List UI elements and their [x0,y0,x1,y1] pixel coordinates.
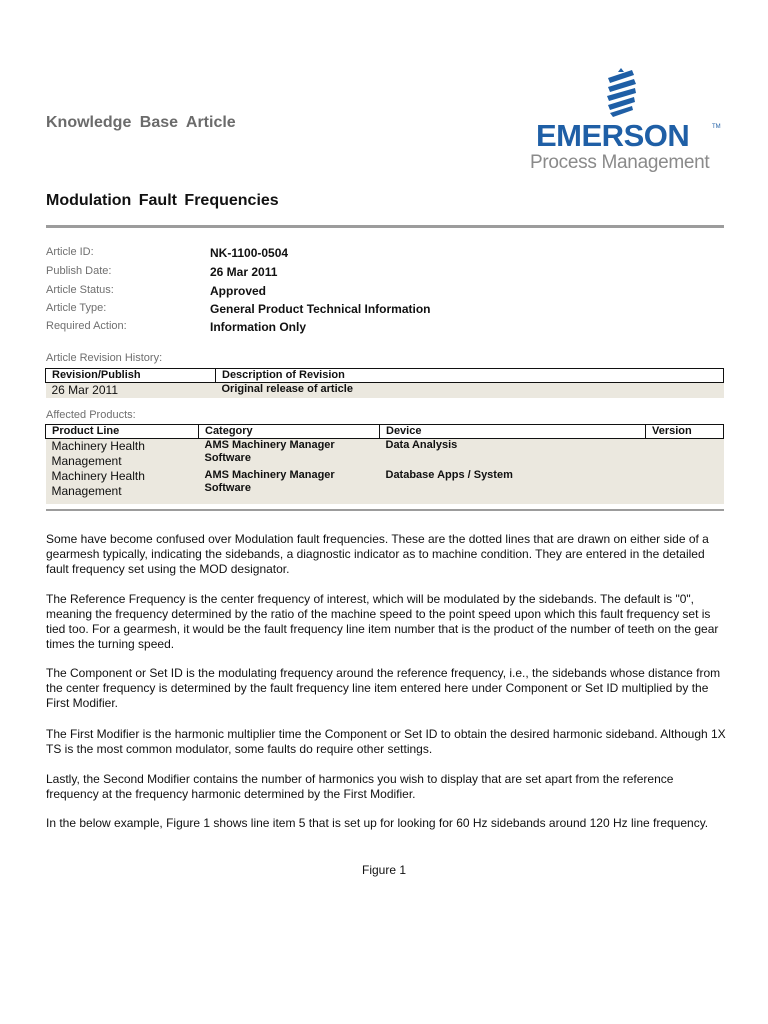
product-line-cell: Machinery Health Management [46,439,199,470]
body-paragraph: Lastly, the Second Modifier contains the number of harmonics you wish to display that are set apart from the reference frequency at the frequency harmonic determined by the First Modifier. [46,772,674,801]
meta-row-required-action [46,320,726,336]
figure-caption: Figure 1 [361,863,407,877]
device-cell: Database Apps / System [380,469,646,504]
revision-history-table [45,368,724,398]
category-cell: AMS Machinery Manager Software [199,469,380,504]
column-header: Version [646,425,724,439]
table-row [46,383,724,399]
description-cell: Original release of article [216,383,724,399]
meta-label: Article Type: [46,302,107,314]
meta-row-publish-date [46,265,726,281]
product-line-cell: Machinery Health Management [46,469,199,504]
column-header: Revision/Publish [46,369,216,383]
meta-value: NK-1100-0504 [210,246,289,260]
revision-history-label: Article Revision History: [46,352,163,364]
emerson-logo [528,68,724,178]
body-paragraph: The Component or Set ID is the modulating frequency around the reference frequency, i.e., the sidebands whose distance from the center frequency is determined by the fault frequency line item entered here under Component or Set ID multiplied by the First Modifier. [46,666,721,710]
version-cell [646,439,724,470]
table-header-row [46,425,724,439]
meta-value: Information Only [210,320,306,334]
category-cell: AMS Machinery Manager Software [199,439,380,470]
body-paragraph: Some have become confused over Modulation fault frequencies. These are the dotted lines that are drawn on either side of a gearmesh typically, indicating the sidebands, a diagnostic indicator as to machine condition. They are entered in the detailed fault frequency set using the MOD designator. [46,532,709,576]
meta-value: General Product Technical Information [210,302,431,316]
logo-trademark: TM [712,124,721,130]
page-title: Modulation Fault Frequencies [46,192,279,209]
affected-products-table [45,424,724,504]
column-header: Product Line [46,425,199,439]
affected-products-label: Affected Products: [46,409,136,421]
body-paragraph: The Reference Frequency is the center frequency of interest, which will be modulated by the sidebands. The default is "0", meaning the frequency determined by the ratio of the machine speed to the point speed upon which this fault frequency set is tied too. For a gearmesh, it would be the fault frequency line item number that is the product of the number of teeth on the gear times the turning speed. [46,592,719,651]
meta-value: 26 Mar 2011 [210,265,278,279]
meta-label: Article ID: [46,246,94,258]
table-row [46,439,724,470]
meta-row-article-id [46,246,726,262]
kb-article-title: Knowledge Base Article [46,114,236,131]
column-header: Description of Revision [216,369,724,383]
divider [46,225,724,228]
revision-cell: 26 Mar 2011 [46,383,216,399]
table-row [46,469,724,504]
meta-value: Approved [210,284,267,298]
meta-label: Publish Date: [46,265,112,277]
logo-subtitle: Process Management [530,152,710,173]
body-paragraph: In the below example, Figure 1 shows line item 5 that is set up for looking for 60 Hz sidebands around 120 Hz line frequency. [46,816,709,830]
logo-wordmark: EMERSON [536,118,690,153]
body-paragraph: The First Modifier is the harmonic multiplier time the Component or Set ID to obtain the desired harmonic sideband. Although 1X TS is the most common modulator, some faults do require other settings. [46,727,726,756]
meta-label: Required Action: [46,320,127,332]
meta-label: Article Status: [46,284,114,296]
emerson-emblem-icon [604,68,638,120]
meta-row-article-type [46,302,726,318]
column-header: Category [199,425,380,439]
version-cell [646,469,724,504]
device-cell: Data Analysis [380,439,646,470]
column-header: Device [380,425,646,439]
table-header-row [46,369,724,383]
meta-row-article-status [46,284,726,300]
divider [46,509,724,511]
